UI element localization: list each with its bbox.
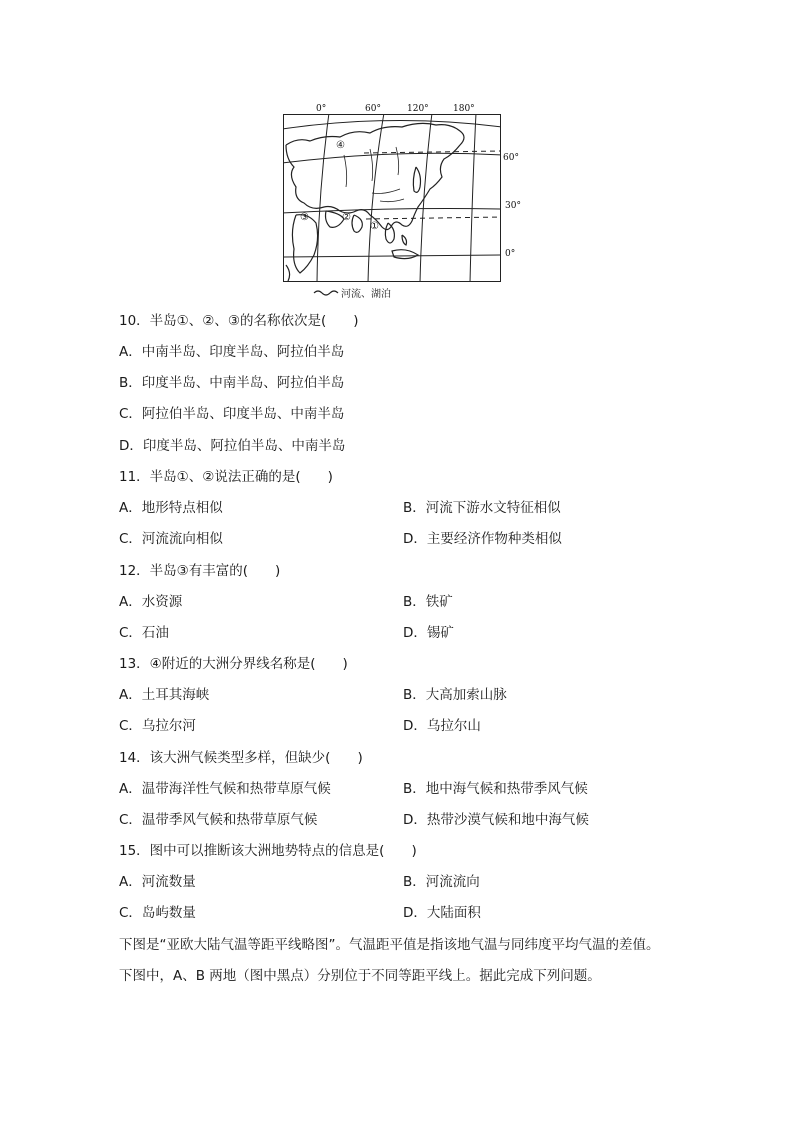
lon-label-0: 0° bbox=[316, 104, 327, 114]
lon-label-120: 120° bbox=[407, 104, 429, 114]
q10-option-d[interactable]: D．印度半岛、阿拉伯半岛、中南半岛 bbox=[119, 438, 346, 454]
indonesia-islands bbox=[392, 250, 418, 259]
q11-option-b[interactable]: B．河流下游水文特征相似 bbox=[403, 500, 561, 516]
africa-south-edge bbox=[286, 265, 290, 281]
q12-option-c[interactable]: C．石油 bbox=[119, 625, 169, 641]
q11-option-a[interactable]: A．地形特点相似 bbox=[119, 500, 223, 516]
q12-option-a[interactable]: A．水资源 bbox=[119, 594, 183, 610]
lat-label-0: 0° bbox=[505, 249, 516, 259]
q14-option-d[interactable]: D．热带沙漠气候和地中海气候 bbox=[403, 812, 589, 828]
parallel-60 bbox=[284, 153, 500, 163]
parallel-75 bbox=[284, 120, 500, 129]
q15-option-a[interactable]: A．河流数量 bbox=[119, 874, 196, 890]
q10-option-a[interactable]: A．中南半岛、印度半岛、阿拉伯半岛 bbox=[119, 344, 345, 360]
dashed-line-south bbox=[366, 217, 500, 219]
q10-option-b[interactable]: B．印度半岛、中南半岛、阿拉伯半岛 bbox=[119, 375, 345, 391]
lon-label-180: 180° bbox=[453, 104, 475, 114]
indian-peninsula bbox=[352, 215, 362, 232]
q10-option-c[interactable]: C．阿拉伯半岛、印度半岛、中南半岛 bbox=[119, 406, 345, 422]
q15-option-d[interactable]: D．大陆面积 bbox=[403, 905, 481, 921]
q14-option-c[interactable]: C．温带季风气候和热带草原气候 bbox=[119, 812, 318, 828]
map-frame bbox=[283, 114, 501, 282]
river-ob bbox=[344, 155, 347, 187]
question-13-stem: 13．④附近的大洲分界线名称是( ) bbox=[119, 656, 348, 672]
dashed-line-north bbox=[364, 151, 500, 153]
marker-2: ② bbox=[342, 212, 351, 223]
question-10-stem: 10．半岛①、②、③的名称依次是( ) bbox=[119, 313, 359, 329]
q12-option-b[interactable]: B．铁矿 bbox=[403, 594, 453, 610]
marker-4: ④ bbox=[336, 140, 345, 151]
q14-option-b[interactable]: B．地中海气候和热带季风气候 bbox=[403, 781, 588, 797]
river-yangtze bbox=[380, 199, 404, 202]
lon-label-60: 60° bbox=[365, 104, 381, 114]
intro-line-1: 下图是“亚欧大陆气温等距平线略图”。气温距平值是指该地气温与同纬度平均气温的差值。 bbox=[119, 937, 660, 953]
asia-map-drawing bbox=[284, 115, 500, 281]
q11-option-d[interactable]: D．主要经济作物种类相似 bbox=[403, 531, 562, 547]
marker-1: ① bbox=[370, 221, 379, 232]
q15-option-c[interactable]: C．岛屿数量 bbox=[119, 905, 196, 921]
question-11-stem: 11．半岛①、②说法正确的是( ) bbox=[119, 469, 333, 485]
q13-option-d[interactable]: D．乌拉尔山 bbox=[403, 718, 481, 734]
question-15-stem: 15．图中可以推断该大洲地势特点的信息是( ) bbox=[119, 843, 417, 859]
philippines-islands bbox=[402, 235, 407, 245]
river-lena bbox=[396, 147, 399, 175]
lat-label-60: 60° bbox=[503, 153, 519, 163]
indochina-peninsula bbox=[385, 223, 394, 243]
q13-option-b[interactable]: B．大高加索山脉 bbox=[403, 687, 507, 703]
river-yellow bbox=[372, 189, 400, 194]
q13-option-a[interactable]: A．土耳其海峡 bbox=[119, 687, 210, 703]
river-legend-icon bbox=[313, 289, 339, 297]
question-12-stem: 12．半岛③有丰富的( ) bbox=[119, 563, 281, 579]
lat-label-30: 30° bbox=[505, 201, 521, 211]
map-legend bbox=[313, 285, 391, 300]
parallel-0 bbox=[284, 255, 500, 257]
question-14-stem: 14．该大洲气候类型多样，但缺少( ) bbox=[119, 750, 363, 766]
meridian-180 bbox=[470, 115, 476, 281]
q12-option-d[interactable]: D．锡矿 bbox=[403, 625, 454, 641]
river-yenisei bbox=[370, 149, 373, 181]
marker-3: ③ bbox=[300, 212, 309, 223]
intro-line-2: 下图中，A、B 两地（图中黑点）分别位于不同等距平线上。据此完成下列问题。 bbox=[119, 968, 601, 984]
q15-option-b[interactable]: B．河流流向 bbox=[403, 874, 480, 890]
japan-islands bbox=[413, 167, 420, 192]
africa-coastline bbox=[292, 212, 317, 273]
q13-option-c[interactable]: C．乌拉尔河 bbox=[119, 718, 196, 734]
legend-label: 河流、湖泊 bbox=[341, 289, 391, 300]
q14-option-a[interactable]: A．温带海洋性气候和热带草原气候 bbox=[119, 781, 331, 797]
asia-map-figure bbox=[281, 100, 521, 300]
parallel-30 bbox=[284, 209, 500, 214]
q11-option-c[interactable]: C．河流流向相似 bbox=[119, 531, 223, 547]
